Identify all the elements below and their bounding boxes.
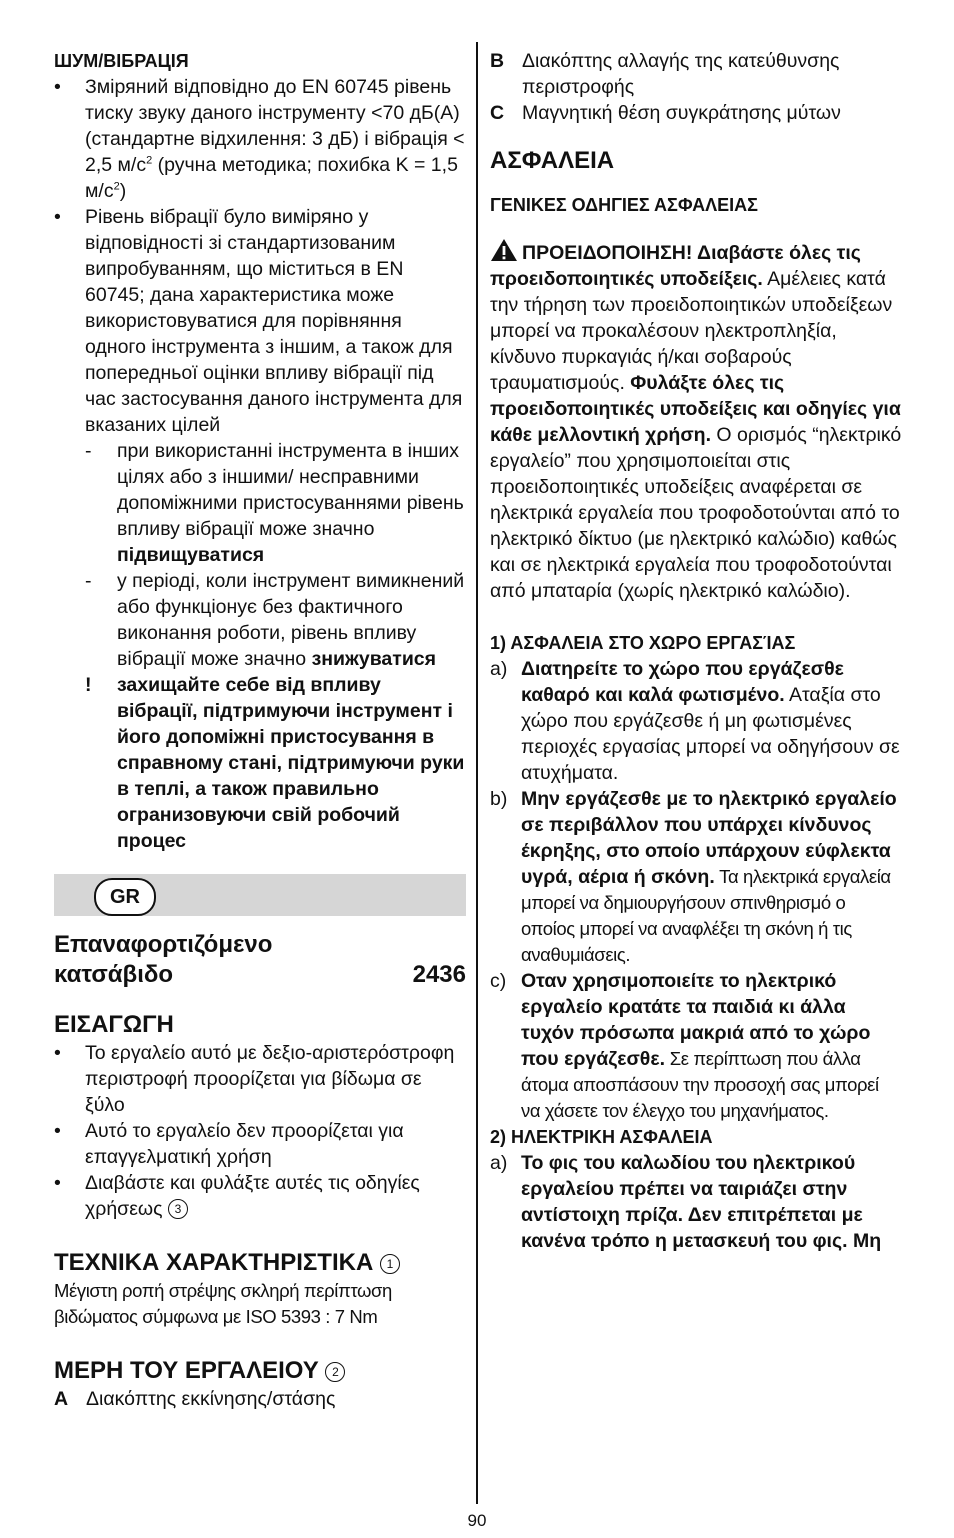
product-title-line2: κατσάβιδο [54, 961, 174, 988]
part-c-label: C [490, 102, 505, 124]
electrical-safety-heading: 2) ΗΛΕΚΤΡΙΚΗ ΑΣΦΑΛΕΙΑ [490, 1127, 713, 1147]
noise-bullet-1: • Зміряний відповідно до EN 60745 рівень тиску звуку даного інструменту <70 дБ(A) (стандартне відхилення: 3 дБ) і вібрація < 2,5 $м/с^2$ (ручна методика; похибка K = 1,5 $м/с^2$) [54, 76, 465, 202]
work-area-item-b: b) Μην εργάζεσθε με το ηλεκτρικό εργαλείο σε περιβάλλον που υπάρχει κίνδυνος έκρηξης, στο οποίο υπάρχουν εύφλεκτα υγρά, αέρια ή σκόνη. Τα ηλεκτρικά εργαλεία μπορεί να δημιουργήσουν σπινθηρισμό ο οποίος μπορεί να αναφλέξει τη σκόνη ή τις αναθυμιάσεις. [490, 788, 897, 965]
intro-heading: ΕΙΣΑΓΩΓΗ [54, 1011, 174, 1038]
work-area-safety-heading: 1) ΑΣΦΑΛΕΙΑ ΣΤΟ ΧΩΡΟ ΕΡΓΑΣΊΑΣ [490, 633, 796, 653]
language-bar-gr [54, 874, 466, 916]
noise-heading: ШУМ/ВІБРАЦІЯ [54, 51, 189, 71]
part-b: B Διακόπτης αλλαγής της κατεύθυνσης περιστροφής [490, 50, 840, 98]
general-safety-heading: ΓΕΝΙΚΕΣ ΟΔΗΓΙΕΣ ΑΣΦΑΛΕΙΑΣ [490, 195, 758, 215]
exclamation-mark: ! [85, 674, 92, 696]
intro-bullet-2: • Αυτό το εργαλείο δεν προορίζεται για επαγγελματική χρήση [54, 1120, 404, 1168]
intro-bullet-1: • Το εργαλείο αυτό με δεξιο-αριστερόστροφη περιστροφή προορίζεται για βίδωμα σε ξύλο [54, 1042, 455, 1116]
bullet-mark: • [54, 1120, 61, 1142]
tech-specs-text: Μέγιστη ροπή στρέψης σκληρή περίπτωση βιδώματος σύμφωνα με ISO 5393 : 7 Nm [54, 1280, 392, 1327]
right-column [490, 48, 902, 1254]
language-badge: GR [94, 878, 156, 916]
intro-bullet-3: • Διαβάστε και φυλάξτε αυτές τις οδηγίες χρήσεως 3 [54, 1172, 420, 1220]
dash-mark: - [85, 570, 92, 592]
item-mark: b) [490, 788, 508, 810]
safety-warning-paragraph: ΠΡΟΕΙΔΟΠΟΙΗΣΗ! Διαβάστε όλες τις προειδοποιητικές υποδείξεις. Αμέλειες κατά την τήρηση των προειδοποιητικών υποδείξεων μπορεί να προκαλέσουν ηλεκτροπληξία, κίνδυνο πυρκαγιάς ή/και σοβαρούς τραυματισμούς. Φυλάξτε όλες τις προειδοποιητικές υποδείξεις και οδηγίες για κάθε μελλοντική χρήση. Ο ορισμός “ηλεκτρικό εργαλείο” που χρησιμοποιείται στις προειδοποιητικές υποδείξεις αναφέρεται σε ηλεκτρικά εργαλεία που τροφοδοτούνται από το ηλεκτρικό δίκτυο (με ηλεκτρικό καλώδιο) καθώς και σε ηλεκτρικά εργαλεία που τροφοδοτούνται από μπαταρία (χωρίς ηλεκτρικό καλώδιο). [490, 238, 902, 604]
product-title-row [54, 960, 466, 990]
figure-ref-3: 3 [168, 1199, 188, 1219]
left-column [54, 48, 466, 1412]
part-c: C Μαγνητική θέση συγκράτησης μύτων [490, 102, 841, 124]
bullet-mark: • [54, 206, 61, 228]
parts-heading: ΜΕΡΗ ΤΟΥ ΕΡΓΑΛΕΙΟΥ 2 [54, 1356, 466, 1386]
figure-ref-1: 1 [380, 1254, 400, 1274]
figure-ref-2: 2 [325, 1362, 345, 1382]
column-divider [476, 42, 478, 1504]
product-number: 2436 [412, 961, 466, 988]
noise-sub-item-1: - при використанні інструмента в інших цілях або з іншими/ несправними допоміжними пристосуваннями рівень впливу вібрації може значно підвищуватися [85, 440, 464, 566]
part-a-label: A [54, 1388, 69, 1410]
item-mark: a) [490, 658, 508, 680]
part-a: A Διακόπτης εκκίνησης/στάσης [54, 1388, 336, 1410]
work-area-item-c: c) Οταν χρησιμοποιείτε το ηλεκτρικό εργαλείο κρατάτε τα παιδιά κι άλλα τυχόν πρόσωπα μακριά από το χώρο που εργάζεσθε. Σε περίπτωση που άλλα άτομα αποσπάσουν την προσοχή σας μπορεί να χάσετε τον έλεγχο του μηχανήματος. [490, 970, 879, 1121]
part-b-label: B [490, 50, 505, 72]
noise-warning-item: ! захищайте себе від впливу вібрації, підтримуючи інструмент і його допоміжні пристосування в справному стані, підтримуючи руки в теплі, а також правильно огранизовуючи свій робочий процес [85, 674, 465, 852]
tech-specs-heading: ΤΕΧΝΙΚΑ ΧΑΡΑΚΤΗΡΙΣΤΙΚΑ 1 [54, 1248, 466, 1278]
bullet-mark: • [54, 1172, 61, 1194]
product-title-line1: Επαναφορτιζόμενο [54, 931, 273, 958]
noise-sub-item-2: - у періоді, коли інструмент вимикнений або функціонує без фактичного виконання роботи, рівень впливу вібрації може значно знижуватися [85, 570, 465, 670]
item-mark: a) [490, 1152, 508, 1174]
electrical-item-a: a) Το φις του καλωδίου του ηλεκτρικού εργαλείου πρέπει να ταιριάζει στην αντίστοιχη πρίζα. Δεν επιτρέπεται με κανένα τρόπο η μετασκευή του φις. Μη [490, 1152, 882, 1252]
warning-triangle-icon [490, 238, 518, 262]
noise-bullet-2: • Рівень вібрації було виміряно у відповідності зі стандартизованим випробуванням, що міститься в EN 60745; дана характеристика може використовуватися для порівняння одного інструмента з іншим, а також для попередньої оцінки впливу вібрації під час застосування даного інструмента для вказаних цілей [54, 206, 463, 436]
page-number: 90 [467, 1511, 487, 1530]
safety-heading: ΑΣΦΑΛΕΙΑ [490, 147, 615, 174]
item-mark: c) [490, 970, 507, 992]
dash-mark: - [85, 440, 92, 462]
bullet-mark: • [54, 76, 61, 98]
bullet-mark: • [54, 1042, 61, 1064]
work-area-item-a: a) Διατηρείτε το χώρο που εργάζεσθε καθαρό και καλά φωτισμένο. Αταξία στο χώρο που εργάζεσθε ή μη φωτισμένες περιοχές εργασίας μπορεί να οδηγήσουν σε ατυχήματα. [490, 658, 900, 784]
